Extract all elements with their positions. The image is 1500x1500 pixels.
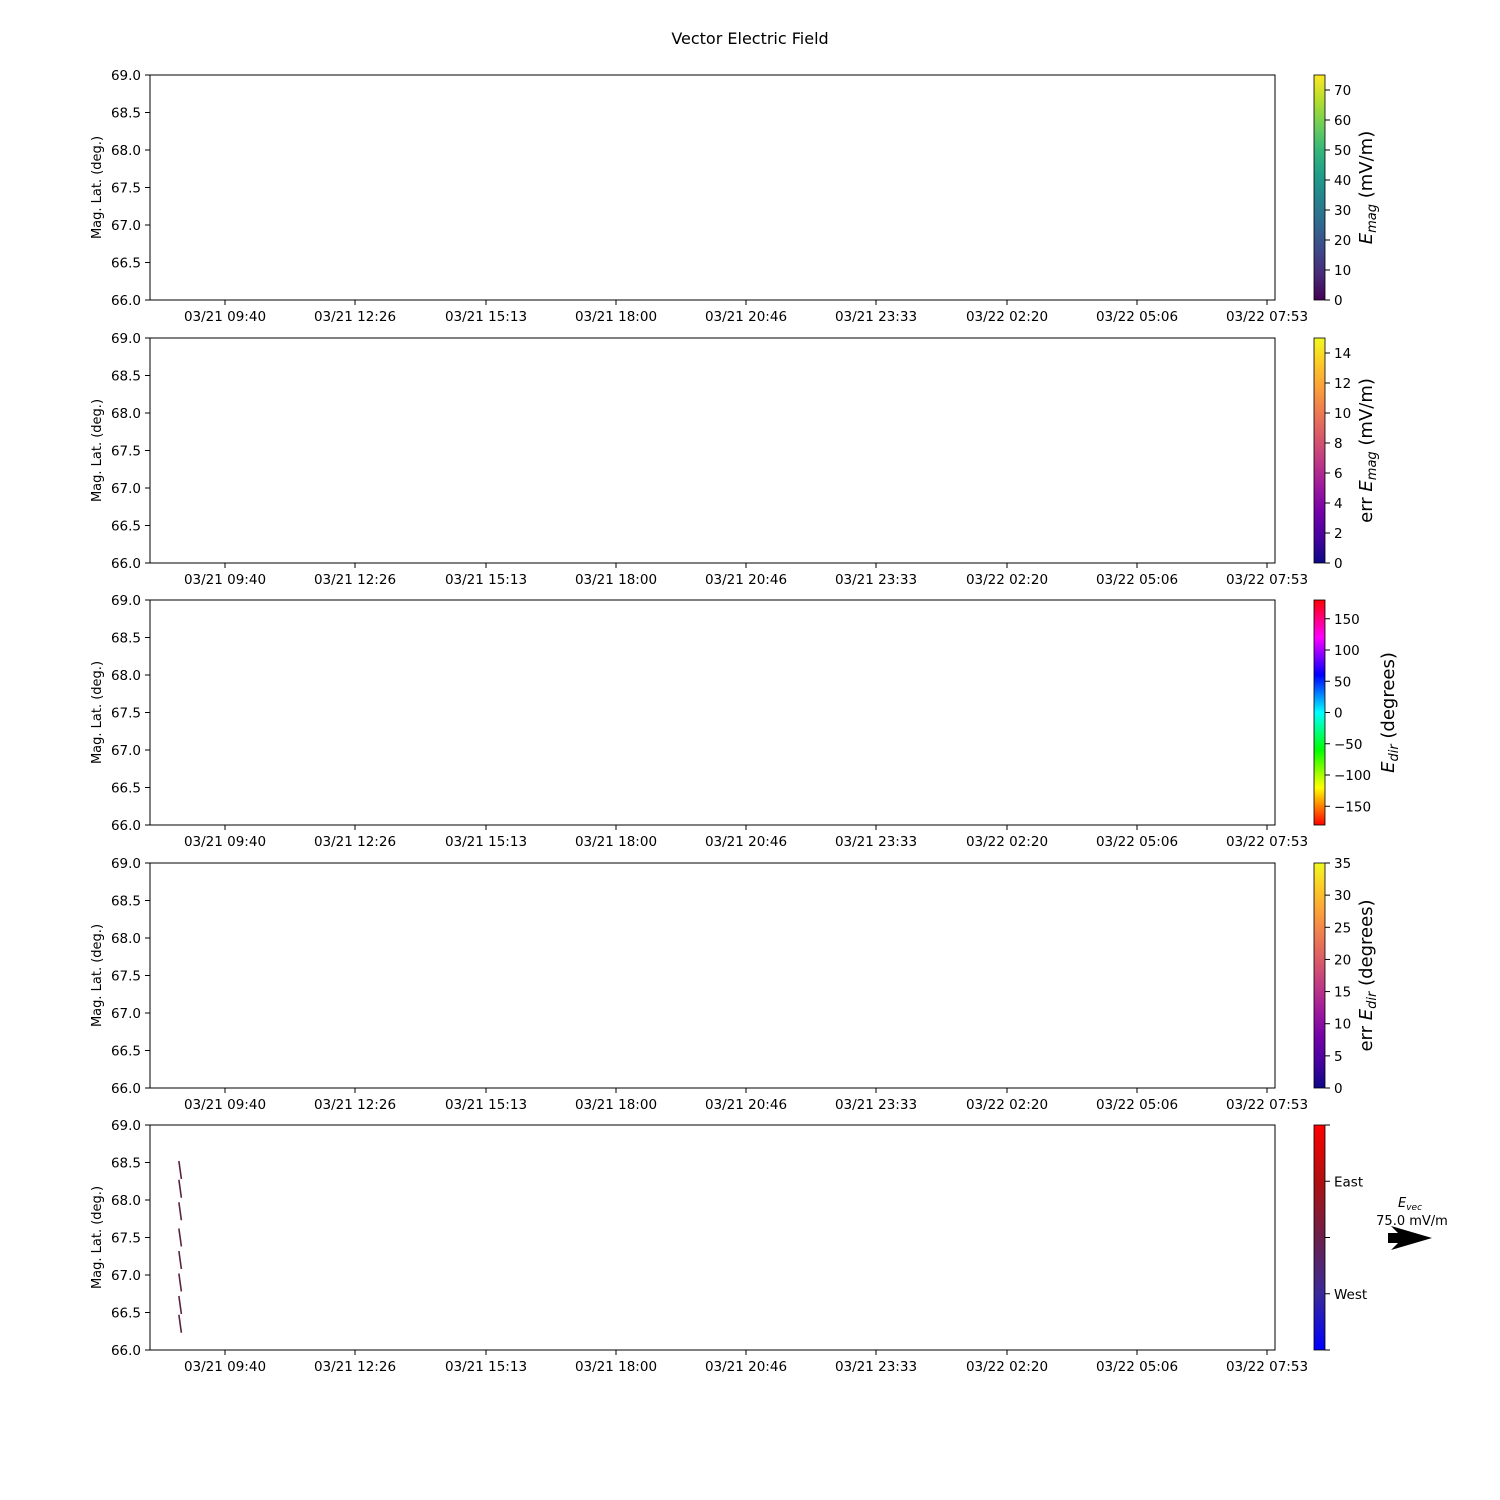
y-tick-label: 66.0 xyxy=(110,556,141,572)
colorbar-tick-label: 20 xyxy=(1334,952,1352,969)
x-tick-label: 03/21 09:40 xyxy=(183,1359,267,1375)
colorbar-tick-label: 150 xyxy=(1334,611,1360,628)
colorbar-tick-label: 10 xyxy=(1334,1016,1352,1033)
y-tick-label: 67.5 xyxy=(110,443,141,460)
x-tick-label: 03/21 20:46 xyxy=(704,1359,788,1375)
y-tick-label: 68.0 xyxy=(110,406,141,422)
colorbar-tick-label: 25 xyxy=(1334,920,1352,937)
y-axis-label: Mag. Lat. (deg.) xyxy=(90,398,105,503)
colorbar-label-suffix: (mV/m) xyxy=(1356,378,1377,452)
colorbar-tick-label: West xyxy=(1334,1286,1368,1303)
colorbar-tick-label: 0 xyxy=(1334,556,1343,572)
plot-area xyxy=(150,1125,1275,1350)
y-tick-label: 67.0 xyxy=(110,1006,141,1022)
colorbar-tick-label: 70 xyxy=(1334,83,1352,99)
colorbar-tick-label: 6 xyxy=(1334,466,1343,482)
colorbar xyxy=(1314,600,1325,825)
x-tick-label: 03/21 23:33 xyxy=(834,834,918,850)
x-tick-label: 03/21 20:46 xyxy=(704,309,788,325)
y-axis-label: Mag. Lat. (deg.) xyxy=(90,660,105,765)
x-tick-label: 03/21 18:00 xyxy=(574,834,658,850)
y-tick-label: 66.5 xyxy=(110,1305,141,1322)
y-axis-label: Mag. Lat. (deg.) xyxy=(90,1185,105,1290)
plot-area xyxy=(150,338,1275,563)
colorbar-tick-label: East xyxy=(1334,1174,1364,1191)
colorbar xyxy=(1314,1125,1325,1350)
colorbar-label-prefix: err xyxy=(1356,1020,1377,1052)
x-tick-label: 03/21 23:33 xyxy=(834,572,918,588)
quiver-key-subscript: vec xyxy=(1406,1203,1423,1213)
x-tick-label: 03/21 15:13 xyxy=(444,1097,528,1113)
y-tick-label: 67.0 xyxy=(110,1268,141,1284)
y-tick-label: 68.5 xyxy=(110,368,141,385)
figure-title: Vector Electric Field xyxy=(671,29,829,48)
x-tick-label: 03/22 02:20 xyxy=(965,572,1049,588)
y-tick-label: 68.0 xyxy=(110,143,141,159)
colorbar-label-var: E xyxy=(1356,232,1377,245)
colorbar-tick-label: 5 xyxy=(1334,1048,1343,1065)
y-tick-label: 68.5 xyxy=(110,1155,141,1172)
x-tick-label: 03/22 07:53 xyxy=(1225,834,1309,850)
colorbar-label-var: E xyxy=(1356,480,1377,492)
y-tick-label: 66.0 xyxy=(110,293,141,309)
y-tick-label: 68.0 xyxy=(110,931,141,947)
plot-area xyxy=(150,863,1275,1088)
x-tick-label: 03/22 02:20 xyxy=(965,834,1049,850)
colorbar-tick-label: 0 xyxy=(1334,293,1343,309)
panel-1 xyxy=(90,68,1380,325)
y-tick-label: 66.5 xyxy=(110,518,141,535)
colorbar-label-sub: dir xyxy=(1365,991,1380,1009)
quiver-key-value: 75.0 mV/m xyxy=(1376,1214,1448,1229)
x-tick-label: 03/21 18:00 xyxy=(574,1097,658,1113)
colorbar-tick-label: 12 xyxy=(1334,376,1352,392)
y-tick-label: 67.5 xyxy=(110,705,141,722)
y-tick-label: 67.0 xyxy=(110,743,141,759)
x-tick-label: 03/22 05:06 xyxy=(1095,1359,1179,1375)
x-tick-label: 03/21 15:13 xyxy=(444,834,528,850)
x-tick-label: 03/21 18:00 xyxy=(574,572,658,588)
panels xyxy=(90,68,1402,1375)
x-tick-label: 03/21 12:26 xyxy=(313,834,397,850)
x-tick-label: 03/22 05:06 xyxy=(1095,834,1179,850)
x-tick-label: 03/21 23:33 xyxy=(834,1097,918,1113)
x-tick-label: 03/22 07:53 xyxy=(1225,309,1309,325)
x-tick-label: 03/21 09:40 xyxy=(183,834,267,850)
x-tick-label: 03/22 02:20 xyxy=(965,309,1049,325)
x-tick-label: 03/21 20:46 xyxy=(704,572,788,588)
x-tick-label: 03/21 12:26 xyxy=(313,572,397,588)
x-tick-label: 03/21 23:33 xyxy=(834,1359,918,1375)
x-tick-label: 03/21 23:33 xyxy=(834,309,918,325)
colorbar-label-var: E xyxy=(1378,761,1399,773)
y-tick-label: 68.5 xyxy=(110,105,141,122)
colorbar-tick-label: 4 xyxy=(1334,496,1343,512)
colorbar-tick-label: 35 xyxy=(1334,856,1352,872)
y-tick-label: 69.0 xyxy=(110,593,141,609)
quiver-key-symbol: $E_{vec}$ xyxy=(1397,1196,1423,1213)
panel-4 xyxy=(90,856,1380,1113)
panel-3 xyxy=(90,593,1402,850)
x-tick-label: 03/21 20:46 xyxy=(704,1097,788,1113)
x-tick-label: 03/22 05:06 xyxy=(1095,1097,1179,1113)
x-tick-label: 03/21 15:13 xyxy=(444,1359,528,1375)
y-tick-label: 68.0 xyxy=(110,1193,141,1209)
x-tick-label: 03/22 02:20 xyxy=(965,1359,1049,1375)
colorbar-tick-label: −100 xyxy=(1334,768,1372,784)
colorbar-tick-label: 2 xyxy=(1334,526,1343,542)
colorbar-tick-label: 14 xyxy=(1334,346,1352,362)
x-tick-label: 03/21 18:00 xyxy=(574,309,658,325)
x-tick-label: 03/21 12:26 xyxy=(313,1097,397,1113)
colorbar-tick-label: 10 xyxy=(1334,406,1352,422)
colorbar-tick-label: 0 xyxy=(1334,705,1343,722)
colorbar-tick-label: 50 xyxy=(1334,674,1352,691)
colorbar-label xyxy=(1356,378,1380,523)
colorbar-tick-label: 15 xyxy=(1334,984,1352,1001)
colorbar-tick-label: 60 xyxy=(1334,113,1352,129)
x-tick-label: 03/21 15:13 xyxy=(444,309,528,325)
x-tick-label: 03/21 15:13 xyxy=(444,572,528,588)
colorbar-label-suffix: (degrees) xyxy=(1378,652,1399,745)
y-tick-label: 69.0 xyxy=(110,331,141,347)
y-tick-label: 68.5 xyxy=(110,893,141,910)
x-tick-label: 03/22 05:06 xyxy=(1095,309,1179,325)
y-tick-label: 66.5 xyxy=(110,1043,141,1060)
x-tick-label: 03/21 18:00 xyxy=(574,1359,658,1375)
plot-area xyxy=(150,75,1275,300)
y-tick-label: 68.5 xyxy=(110,630,141,647)
y-tick-label: 66.0 xyxy=(110,1081,141,1097)
colorbar-tick-label: 30 xyxy=(1334,888,1352,905)
x-tick-label: 03/22 02:20 xyxy=(965,1097,1049,1113)
y-tick-label: 69.0 xyxy=(110,68,141,84)
colorbar-tick-label: 20 xyxy=(1334,233,1352,249)
x-tick-label: 03/21 09:40 xyxy=(183,1097,267,1113)
x-tick-label: 03/22 05:06 xyxy=(1095,572,1179,588)
panel-2 xyxy=(90,331,1380,588)
colorbar-label xyxy=(1356,899,1380,1051)
colorbar-tick-label: 10 xyxy=(1334,263,1352,279)
colorbar-label-sub: dir xyxy=(1387,744,1402,762)
colorbar-tick-label: 40 xyxy=(1334,173,1352,189)
panel-5 xyxy=(90,1118,1367,1375)
y-tick-label: 67.5 xyxy=(110,180,141,197)
colorbar-label-var: E xyxy=(1356,1008,1377,1021)
x-tick-label: 03/21 09:40 xyxy=(183,572,267,588)
y-tick-label: 66.5 xyxy=(110,780,141,797)
x-tick-label: 03/21 20:46 xyxy=(704,834,788,850)
colorbar-tick-label: 0 xyxy=(1334,1081,1343,1097)
colorbar-label-sub: mag xyxy=(1365,203,1380,233)
y-tick-label: 67.5 xyxy=(110,968,141,985)
colorbar-tick-label: 50 xyxy=(1334,143,1352,159)
colorbar-label-prefix: err xyxy=(1356,491,1377,523)
plot-area xyxy=(150,600,1275,825)
colorbar-label-sub: mag xyxy=(1365,451,1380,481)
x-tick-label: 03/22 07:53 xyxy=(1225,1097,1309,1113)
y-tick-label: 66.5 xyxy=(110,255,141,272)
x-tick-label: 03/21 12:26 xyxy=(313,309,397,325)
y-axis-label: Mag. Lat. (deg.) xyxy=(90,923,105,1028)
colorbar xyxy=(1314,75,1325,300)
colorbar xyxy=(1314,863,1325,1088)
y-tick-label: 67.0 xyxy=(110,481,141,497)
y-tick-label: 67.5 xyxy=(110,1230,141,1247)
x-tick-label: 03/21 12:26 xyxy=(313,1359,397,1375)
colorbar xyxy=(1314,338,1325,563)
y-tick-label: 69.0 xyxy=(110,1118,141,1134)
colorbar-label-suffix: (mV/m) xyxy=(1356,130,1377,204)
colorbar-label-suffix: (degrees) xyxy=(1356,899,1377,992)
colorbar-tick-label: 100 xyxy=(1334,643,1360,659)
colorbar-tick-label: 30 xyxy=(1334,203,1352,219)
y-tick-label: 69.0 xyxy=(110,856,141,872)
y-axis-label: Mag. Lat. (deg.) xyxy=(90,135,105,240)
x-tick-label: 03/22 07:53 xyxy=(1225,572,1309,588)
colorbar-tick-label: −50 xyxy=(1334,736,1363,753)
colorbar-tick-label: 8 xyxy=(1334,436,1343,452)
colorbar-tick-label: −150 xyxy=(1334,799,1372,816)
y-tick-label: 66.0 xyxy=(110,1343,141,1359)
y-tick-label: 66.0 xyxy=(110,818,141,834)
y-tick-label: 68.0 xyxy=(110,668,141,684)
x-tick-label: 03/22 07:53 xyxy=(1225,1359,1309,1375)
x-tick-label: 03/21 09:40 xyxy=(183,309,267,325)
y-tick-label: 67.0 xyxy=(110,218,141,234)
